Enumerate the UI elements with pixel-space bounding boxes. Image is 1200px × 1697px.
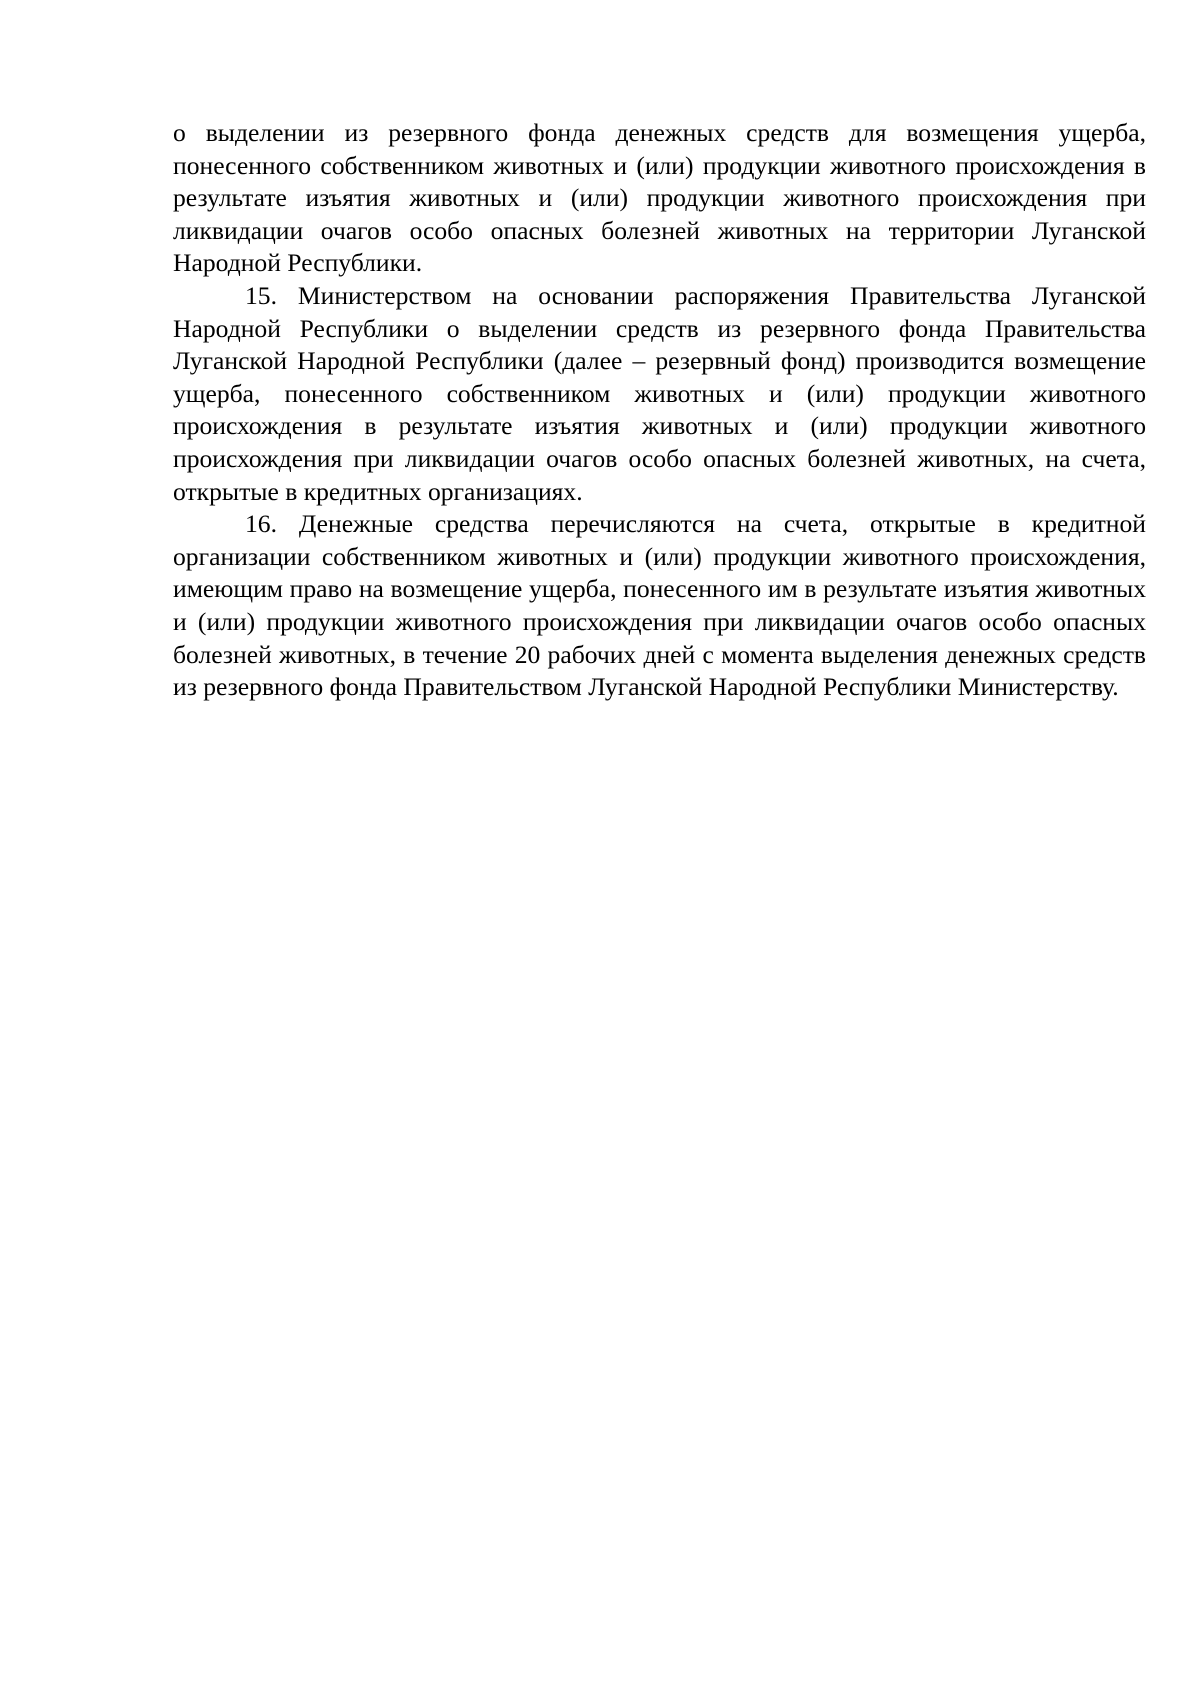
paragraph-15 (173, 280, 1146, 508)
paragraph-continuation (173, 117, 1146, 280)
paragraph-text: Министерством на основании распоряжения Правительства Луганской Народной Республики о выделении средств из резервного фонда Правительства Луганской Народной Республики (далее – резервный фонд) производится возмещение ущерба, понесенного собственником животных и (или) продукции животного происхождения в результате изъятия животных и (или) продукции животного происхождения при ликвидации очагов особо опасных болезней животных, на счета, открытые в кредитных организациях. (173, 280, 1146, 506)
paragraph-text: о выделении из резервного фонда денежных средств для возмещения ущерба, понесенного собственником животных и (или) продукции животного происхождения в результате изъятия животных и (или) продукции животного происхождения при ликвидации очагов особо опасных болезней животных на территории Луганской Народной Республики. (173, 118, 1146, 278)
paragraph-number: 16. (245, 509, 277, 539)
document-body (173, 117, 1146, 704)
paragraph-number: 15. (245, 280, 277, 310)
paragraph-text: Денежные средства перечисляются на счета, открытые в кредитной организации собственником животных и (или) продукции животного происхождения, имеющим право на возмещение ущерба, понесенного им в результате изъятия животных и (или) продукции животного происхождения при ликвидации очагов особо опасных болезней животных, в течение 20 рабочих дней с момента выделения денежных средств из резервного фонда Правительством Луганской Народной Республики Министерству. (173, 509, 1146, 702)
paragraph-16 (173, 508, 1146, 704)
